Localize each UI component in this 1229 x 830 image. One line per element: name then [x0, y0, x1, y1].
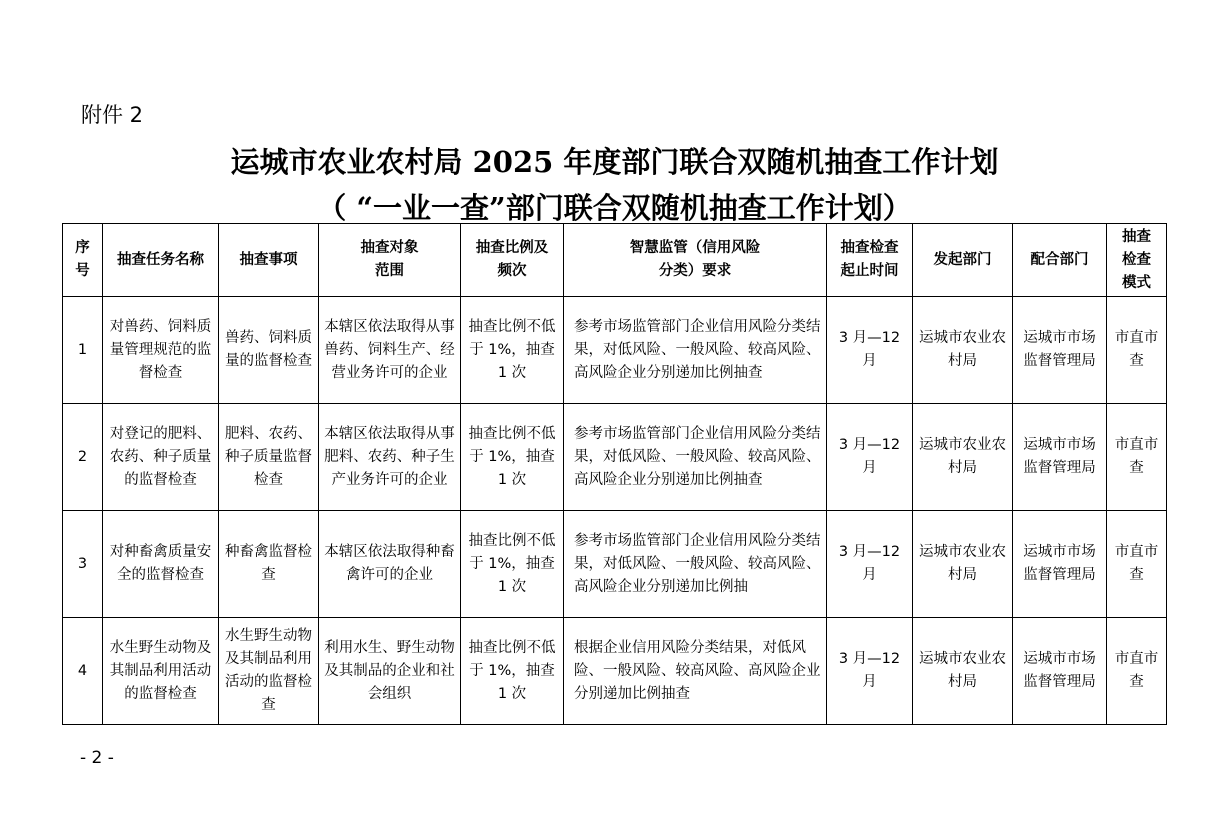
credit-risk-requirement: 参考市场监管部门企业信用风险分类结果，对低风险、一般风险、较高风险、高风险企业分别递加比例抽查	[564, 404, 827, 511]
ratio-frequency: 抽查比例不低于 1%，抽查 1 次	[461, 404, 564, 511]
document-title: 运城市农业农村局 2025 年度部门联合双随机抽查工作计划	[230, 145, 999, 179]
inspection-mode: 市直市查	[1107, 618, 1167, 725]
header-cell: 抽查检查模式	[1107, 224, 1167, 297]
header-cell: 抽查任务名称	[103, 224, 219, 297]
inspection-item: 水生野生动物及其制品利用活动的监督检查	[219, 618, 319, 725]
attachment-label: 附件 2	[81, 103, 144, 127]
header-cell: 抽查事项	[219, 224, 319, 297]
target-scope: 本辖区依法取得种畜禽许可的企业	[319, 511, 461, 618]
inspection-item: 肥料、农药、种子质量监督检查	[219, 404, 319, 511]
initiating-dept: 运城市农业农村局	[913, 297, 1013, 404]
row-number: 2	[63, 404, 103, 511]
time-period: 3 月—12 月	[827, 404, 913, 511]
task-name: 水生野生动物及其制品利用活动的监督检查	[103, 618, 219, 725]
inspection-mode: 市直市查	[1107, 404, 1167, 511]
row-number: 3	[63, 511, 103, 618]
header-cell: 抽查检查起止时间	[827, 224, 913, 297]
table-row	[63, 297, 1167, 404]
inspection-item: 兽药、饲料质量的监督检查	[219, 297, 319, 404]
ratio-frequency: 抽查比例不低于 1%，抽查 1 次	[461, 511, 564, 618]
header-cell: 序号	[63, 224, 103, 297]
task-name: 对登记的肥料、农药、种子质量的监督检查	[103, 404, 219, 511]
task-name: 对兽药、饲料质量管理规范的监督检查	[103, 297, 219, 404]
document-subtitle: （ “一业一查”部门联合双随机抽查工作计划）	[317, 191, 912, 225]
time-period: 3 月—12 月	[827, 511, 913, 618]
credit-risk-requirement: 根据企业信用风险分类结果，对低风险、一般风险、较高风险、高风险企业分别递加比例抽查	[564, 618, 827, 725]
cooperating-dept: 运城市市场监督管理局	[1013, 618, 1107, 725]
table-row	[63, 404, 1167, 511]
inspection-item: 种畜禽监督检查	[219, 511, 319, 618]
inspection-mode: 市直市查	[1107, 511, 1167, 618]
table-row	[63, 618, 1167, 725]
header-cell: 智慧监管（信用风险分类）要求	[564, 224, 827, 297]
initiating-dept: 运城市农业农村局	[913, 618, 1013, 725]
time-period: 3 月—12 月	[827, 297, 913, 404]
ratio-frequency: 抽查比例不低于 1%，抽查 1 次	[461, 297, 564, 404]
header-cell: 配合部门	[1013, 224, 1107, 297]
credit-risk-requirement: 参考市场监管部门企业信用风险分类结果，对低风险、一般风险、较高风险、高风险企业分别递加比例抽查	[564, 297, 827, 404]
row-number: 1	[63, 297, 103, 404]
header-cell: 抽查对象范围	[319, 224, 461, 297]
credit-risk-requirement: 参考市场监管部门企业信用风险分类结果，对低风险、一般风险、较高风险、高风险企业分别递加比例抽	[564, 511, 827, 618]
cooperating-dept: 运城市市场监督管理局	[1013, 404, 1107, 511]
table-row	[63, 511, 1167, 618]
page-number: - 2 -	[80, 748, 114, 768]
row-number: 4	[63, 618, 103, 725]
target-scope: 本辖区依法取得从事肥料、农药、种子生产业务许可的企业	[319, 404, 461, 511]
header-cell: 发起部门	[913, 224, 1013, 297]
target-scope: 本辖区依法取得从事兽药、饲料生产、经营业务许可的企业	[319, 297, 461, 404]
initiating-dept: 运城市农业农村局	[913, 404, 1013, 511]
initiating-dept: 运城市农业农村局	[913, 511, 1013, 618]
target-scope: 利用水生、野生动物及其制品的企业和社会组织	[319, 618, 461, 725]
table-header-row	[63, 224, 1167, 297]
task-name: 对种畜禽质量安全的监督检查	[103, 511, 219, 618]
cooperating-dept: 运城市市场监督管理局	[1013, 297, 1107, 404]
cooperating-dept: 运城市市场监督管理局	[1013, 511, 1107, 618]
header-cell: 抽查比例及频次	[461, 224, 564, 297]
inspection-plan-table	[62, 223, 1167, 725]
time-period: 3 月—12 月	[827, 618, 913, 725]
inspection-mode: 市直市查	[1107, 297, 1167, 404]
ratio-frequency: 抽查比例不低于 1%，抽查 1 次	[461, 618, 564, 725]
